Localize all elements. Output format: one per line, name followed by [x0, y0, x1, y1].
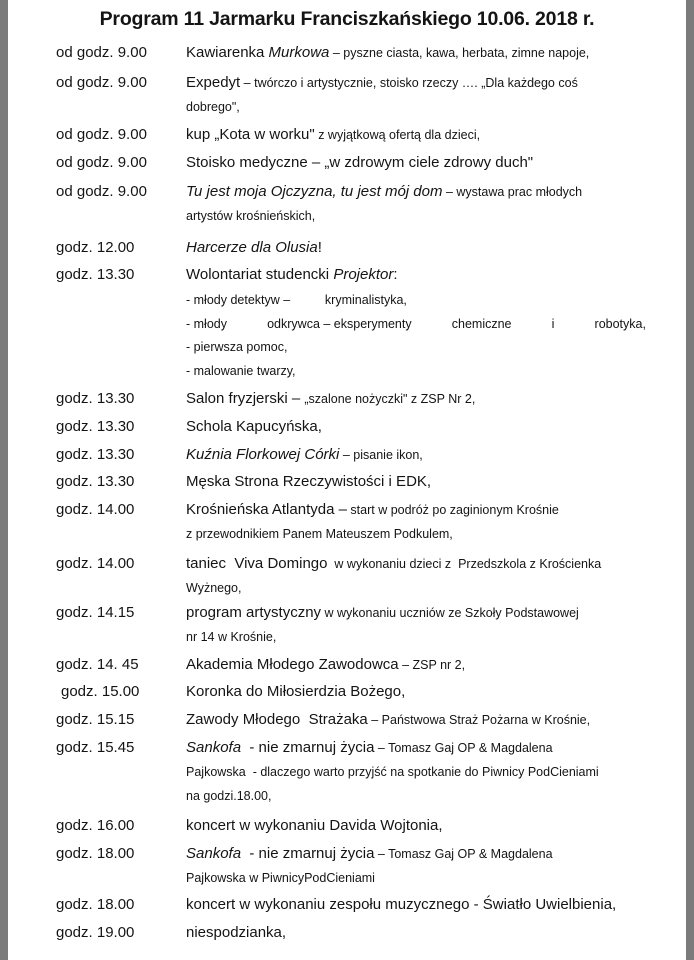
event-time: godz. 15.45: [56, 739, 135, 756]
event-details: – pyszne ciasta, kawa, herbata, zimne napoje,: [329, 46, 590, 60]
event-time: godz. 13.30: [56, 473, 135, 490]
event-time: godz. 12.00: [56, 239, 135, 256]
event-title-italic: Sankofa: [186, 845, 242, 862]
event-title: - nie zmarnuj życia: [241, 845, 375, 862]
event-description: [186, 498, 646, 546]
event-time: od godz. 9.00: [56, 126, 147, 143]
event-title: !: [317, 239, 322, 256]
event-title: Krośnieńska Atlantyda –: [186, 501, 347, 518]
event-time: godz. 18.00: [56, 896, 135, 913]
event-title: niespodzianka,: [186, 924, 287, 941]
event-time: godz. 19.00: [56, 924, 135, 941]
event-title-italic: Tu jest moja Ojczyzna, tu jest mój dom: [186, 183, 443, 200]
event-title: Salon fryzjerski –: [186, 390, 305, 407]
event-details-continued: dobrego",: [186, 100, 240, 114]
event-time: od godz. 9.00: [56, 44, 147, 61]
sub-item: - pierwsza pomoc,: [186, 340, 288, 354]
event-title: Koronka do Miłosierdzia Bożego,: [186, 683, 406, 700]
event-time: od godz. 9.00: [56, 74, 147, 91]
event-description: [186, 814, 646, 838]
event-description: [186, 680, 646, 704]
punctuation: :: [393, 266, 398, 283]
event-details: – twórczo i artystycznie, stoisko rzeczy …. „Dla każdego coś: [240, 76, 578, 90]
right-frame-border: [686, 0, 694, 960]
sub-item-list: [186, 289, 646, 383]
event-description: [186, 470, 646, 494]
event-details: w wykonaniu uczniów ze Szkoły Podstawowej: [321, 606, 579, 620]
event-details: – wystawa prac młodych: [442, 185, 583, 199]
event-description: [186, 123, 646, 147]
event-description: [186, 601, 646, 649]
event-time: od godz. 9.00: [56, 183, 147, 200]
event-title: Expedyt: [186, 74, 241, 91]
event-description: [186, 71, 646, 119]
event-time: godz. 14.00: [56, 501, 135, 518]
event-details-continued: z przewodnikiem Panem Mateuszem Podkulem,: [186, 527, 453, 541]
event-title: koncert w wykonaniu zespołu muzycznego - Światło Uwielbienia,: [186, 896, 617, 913]
event-details-continued: Pajkowska w PiwnicyPodCieniami: [186, 871, 375, 885]
event-description: [186, 236, 646, 260]
event-title-italic: Harcerze dla Olusia: [186, 239, 318, 256]
event-description: [186, 842, 646, 890]
event-description: [186, 387, 646, 411]
event-title-italic: Sankofa: [186, 739, 242, 756]
event-time: godz. 14. 45: [56, 656, 139, 673]
event-details: – Państwowa Straż Pożarna w Krośnie,: [367, 713, 591, 727]
event-time: od godz. 9.00: [56, 154, 147, 171]
event-details-continued: nr 14 w Krośnie,: [186, 630, 277, 644]
event-description: [186, 653, 646, 677]
sub-item: - młody odkrywca – eksperymenty chemiczne i robotyka,: [186, 316, 646, 331]
left-frame-border: [0, 0, 8, 960]
event-title-italic: Kuźnia Florkowej Córki: [186, 446, 340, 463]
event-time: godz. 18.00: [56, 845, 135, 862]
event-details-continued: Wyżnego,: [186, 581, 242, 595]
event-details: – ZSP nr 2,: [398, 658, 466, 672]
event-time: godz. 14.00: [56, 555, 135, 572]
event-title: Wolontariat studencki: [186, 266, 334, 283]
event-description: [186, 708, 646, 732]
event-title: Męska Strona Rzeczywistości i EDK,: [186, 473, 432, 490]
event-time: godz. 13.30: [56, 418, 135, 435]
event-details-continued: na godzi.18.00,: [186, 789, 272, 803]
event-time: godz. 13.30: [56, 446, 135, 463]
event-description: [186, 41, 646, 65]
event-description: [186, 552, 646, 600]
event-details: – pisanie ikon,: [339, 448, 423, 462]
event-title: Akademia Młodego Zawodowca: [186, 656, 399, 673]
program-document: [8, 0, 686, 960]
event-details: z wyjątkową ofertą dla dzieci,: [314, 128, 481, 142]
event-description: [186, 443, 646, 467]
event-description: [186, 921, 646, 945]
page-title: Program 11 Jarmarku Franciszkańskiego 10.06. 2018 r.: [99, 8, 595, 30]
event-details: – Tomasz Gaj OP & Magdalena: [374, 741, 553, 755]
event-details: „szalone nożyczki" z ZSP Nr 2,: [304, 392, 476, 406]
event-description: [186, 263, 646, 383]
event-title: Zawody Młodego Strażaka: [186, 711, 368, 728]
event-title: - nie zmarnuj życia: [241, 739, 375, 756]
event-time: godz. 13.30: [56, 266, 135, 283]
event-title: program artystyczny: [186, 604, 322, 621]
sub-item: - malowanie twarzy,: [186, 363, 296, 378]
event-details: w wykonaniu dzieci z Przedszkola z Krościenka: [327, 557, 602, 571]
event-title: kup „Kota w worku": [186, 126, 315, 143]
event-title: koncert w wykonaniu Davida Wojtonia,: [186, 817, 443, 834]
event-title: Schola Kapucyńska,: [186, 418, 322, 435]
event-description: [186, 180, 646, 228]
event-time: godz. 14.15: [56, 604, 135, 621]
event-details: start w podróż po zaginionym Krośnie: [346, 503, 559, 517]
event-description: [186, 415, 646, 439]
event-time: godz. 13.30: [56, 390, 135, 407]
event-description: [186, 736, 646, 808]
event-time: godz. 15.15: [56, 711, 135, 728]
event-title-italic: Projektor: [333, 266, 394, 283]
event-details: – Tomasz Gaj OP & Magdalena: [374, 847, 553, 861]
sub-item: - młody detektyw – kryminalistyka,: [186, 293, 407, 307]
event-description: [186, 893, 646, 917]
event-details-continued: Pajkowska - dlaczego warto przyjść na spotkanie do Piwnicy PodCieniami: [186, 765, 599, 779]
event-time: godz. 15.00: [61, 683, 140, 700]
event-description: [186, 151, 646, 175]
event-title-italic: Murkowa: [268, 44, 330, 61]
event-title: taniec Viva Domingo: [186, 555, 328, 572]
event-time: godz. 16.00: [56, 817, 135, 834]
event-title: Stoisko medyczne – „w zdrowym ciele zdrowy duch": [186, 154, 534, 171]
event-details-continued: artystów krośnieńskich,: [186, 209, 316, 223]
event-title: Kawiarenka: [186, 44, 269, 61]
